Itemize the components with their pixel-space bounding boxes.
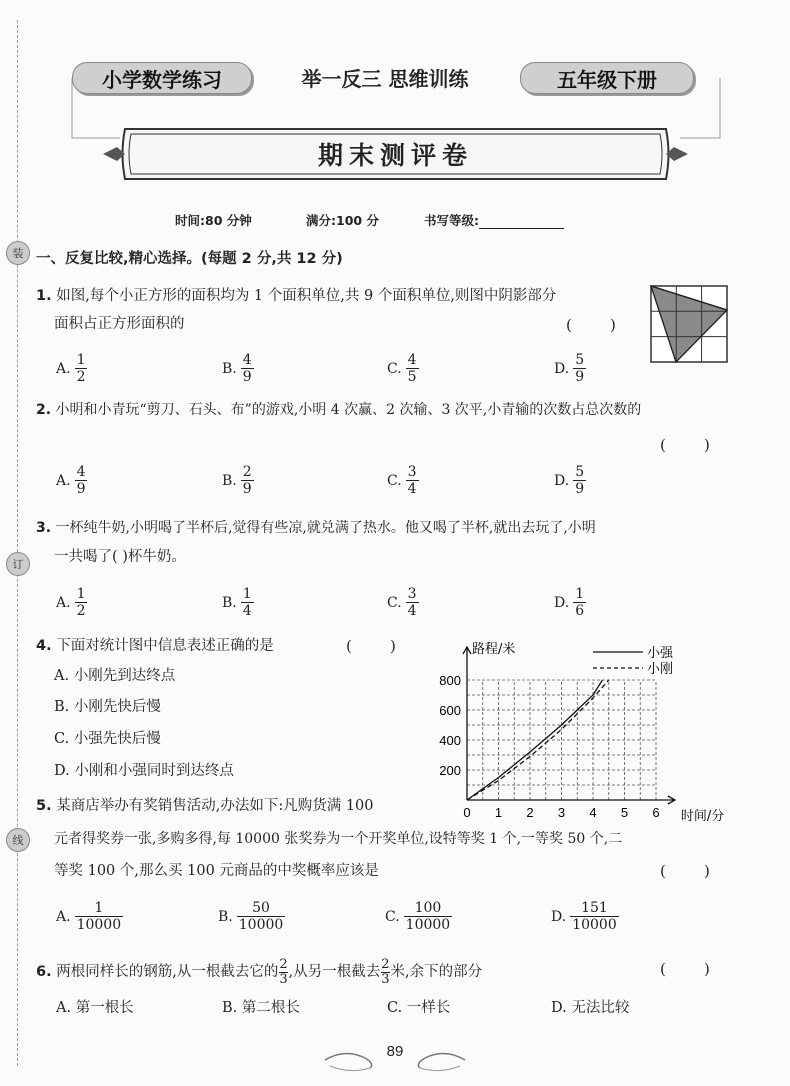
q1-line1 xyxy=(36,286,556,306)
chart-legend-label: 小强 xyxy=(647,646,674,661)
chart-x-tick-label: 5 xyxy=(620,805,629,820)
banner-title: 期末测评卷 xyxy=(317,141,473,170)
header-left-pill: 小学数学练习 xyxy=(72,62,252,94)
q4-line1 xyxy=(36,636,274,656)
q3-option-a[interactable]: A. $\frac{1}{2}$ xyxy=(56,586,86,619)
q3-line2: 一共喝了( )杯牛奶。 xyxy=(54,549,186,565)
q5-line1 xyxy=(36,796,374,816)
q2-option-a[interactable]: A. $\frac{4}{9}$ xyxy=(56,464,86,497)
q4-number: 4. xyxy=(36,638,52,654)
q5-option-d[interactable]: D. $\frac{151}{10000}$ xyxy=(551,900,617,933)
q3-option-c[interactable]: C. $\frac{3}{4}$ xyxy=(387,586,417,619)
q5-line3: 等奖 100 个,那么买 100 元商品的中奖概率应该是 xyxy=(54,863,379,879)
q5-text1: 某商店举办有奖销售活动,办法如下:凡购货满 100 xyxy=(56,798,374,814)
chart-x-tick-label: 4 xyxy=(589,805,597,820)
q6-fraction-2: $\frac{2}{3}$ xyxy=(381,956,390,987)
chart-y-tick-label: 200 xyxy=(439,763,461,778)
q2-option-b[interactable]: B. $\frac{2}{9}$ xyxy=(222,464,252,497)
q1-number: 1. xyxy=(36,288,52,304)
q1-option-d[interactable]: D. $\frac{5}{9}$ xyxy=(554,352,585,385)
q3-option-d[interactable]: D. $\frac{1}{6}$ xyxy=(554,586,585,619)
chart-x-tick-label: 1 xyxy=(494,805,503,820)
q5-number: 5. xyxy=(36,798,52,814)
q3-option-b[interactable]: B. $\frac{1}{4}$ xyxy=(222,586,252,619)
q3-text1: 一杯纯牛奶,小明喝了半杯后,觉得有些凉,就兑满了热水。他又喝了半杯,就出去玩了,小明 xyxy=(55,520,596,536)
meta-time: 时间:80 分钟 xyxy=(175,213,252,228)
chart-x-tick-label: 6 xyxy=(652,805,660,820)
chart-y-tick-label: 600 xyxy=(439,703,461,718)
chart-y-tick-label: 400 xyxy=(439,733,461,748)
q4-text1: 下面对统计图中信息表述正确的是 xyxy=(56,638,274,654)
q2-number: 2. xyxy=(36,402,52,418)
q6-text-a: 两根同样长的钢筋,从一根截去它的 xyxy=(56,964,279,980)
q1-line2: 面积占正方形面积的 xyxy=(54,316,185,332)
q1-text1: 如图,每个小正方形的面积均为 1 个面积单位,共 9 个面积单位,则图中阴影部分 xyxy=(56,288,557,304)
q5-option-b[interactable]: B. $\frac{50}{10000}$ xyxy=(218,900,284,933)
chart-x-tick-label: 2 xyxy=(526,805,534,820)
q5-option-c[interactable]: C. $\frac{100}{10000}$ xyxy=(385,900,451,933)
q3-line1 xyxy=(36,518,596,538)
chart-legend-label: 小刚 xyxy=(647,662,674,677)
q1-grid-figure xyxy=(650,285,728,365)
chart-y-axis-label: 路程/米 xyxy=(472,642,516,657)
q2-answer-blank[interactable]: ( ) xyxy=(660,436,710,454)
q5-line2: 元者得奖券一张,多购多得,每 10000 张奖券为一个开奖单位,设特等奖 1 个,一等奖 50 个,二 xyxy=(54,831,623,847)
q6-line1 xyxy=(36,957,482,987)
q6-option-a[interactable]: A. 第一根长 xyxy=(56,1000,134,1016)
q4-option-a[interactable]: A. 小刚先到达终点 xyxy=(54,668,176,684)
q6-text-b: ,从另一根截去 xyxy=(288,964,381,980)
q1-option-b[interactable]: B. $\frac{4}{9}$ xyxy=(222,352,252,385)
q1-option-c[interactable]: C. $\frac{4}{5}$ xyxy=(387,352,417,385)
q1-option-a[interactable]: A. $\frac{1}{2}$ xyxy=(56,352,86,385)
chart-y-tick-label: 800 xyxy=(439,673,461,688)
chart-x-tick-label: 0 xyxy=(463,805,471,820)
chart-x-axis-label: 时间/分 xyxy=(680,809,725,824)
q5-answer-blank[interactable]: ( ) xyxy=(660,862,710,880)
q6-option-b[interactable]: B. 第二根长 xyxy=(222,1000,300,1016)
q4-option-b[interactable]: B. 小刚先快后慢 xyxy=(54,699,161,715)
chart-x-tick-label: 3 xyxy=(557,805,566,820)
q3-number: 3. xyxy=(36,520,52,536)
q6-answer-blank[interactable]: ( ) xyxy=(660,960,710,978)
q4-option-c[interactable]: C. 小强先快后慢 xyxy=(54,731,161,747)
header-center-title: 举一反三 思维训练 xyxy=(301,66,469,91)
q2-line1 xyxy=(36,400,641,420)
q2-option-c[interactable]: C. $\frac{3}{4}$ xyxy=(387,464,417,497)
q2-text1: 小明和小青玩“剪刀、石头、布”的游戏,小明 4 次赢、2 次输、3 次平,小青输的次数占总次数的 xyxy=(55,402,642,418)
chart-labels xyxy=(439,641,724,824)
side-tab-ding: 订 xyxy=(6,552,30,576)
q6-number: 6. xyxy=(36,964,52,980)
meta-full-score: 满分:100 分 xyxy=(306,213,379,228)
page-number: 89 xyxy=(386,1043,404,1060)
meta-writing-grade-label xyxy=(424,211,564,229)
q1-answer-blank[interactable]: ( ) xyxy=(566,316,616,334)
q5-option-a[interactable]: A. $\frac{1}{10000}$ xyxy=(56,900,122,933)
header-right-pill: 五年级下册 xyxy=(520,62,694,94)
binding-dashed-line xyxy=(17,20,18,1066)
distance-time-chart xyxy=(425,628,735,828)
writing-grade-blank[interactable] xyxy=(479,214,564,229)
q4-answer-blank[interactable]: ( ) xyxy=(346,637,396,655)
side-tab-xian: 线 xyxy=(6,828,30,852)
q2-option-d[interactable]: D. $\frac{5}{9}$ xyxy=(554,464,585,497)
q6-fraction-1: $\frac{2}{3}$ xyxy=(279,956,288,987)
q6-option-c[interactable]: C. 一样长 xyxy=(387,1000,451,1016)
q4-option-d[interactable]: D. 小刚和小强同时到达终点 xyxy=(54,763,234,779)
section-title: 一、反复比较,精心选择。(每题 2 分,共 12 分) xyxy=(36,251,343,267)
q6-text-c: 米,余下的部分 xyxy=(390,964,483,980)
side-tab-zhuang: 装 xyxy=(6,241,30,265)
q6-option-d[interactable]: D. 无法比较 xyxy=(551,1000,630,1016)
meta-writing-grade-text: 书写等级: xyxy=(424,213,479,228)
